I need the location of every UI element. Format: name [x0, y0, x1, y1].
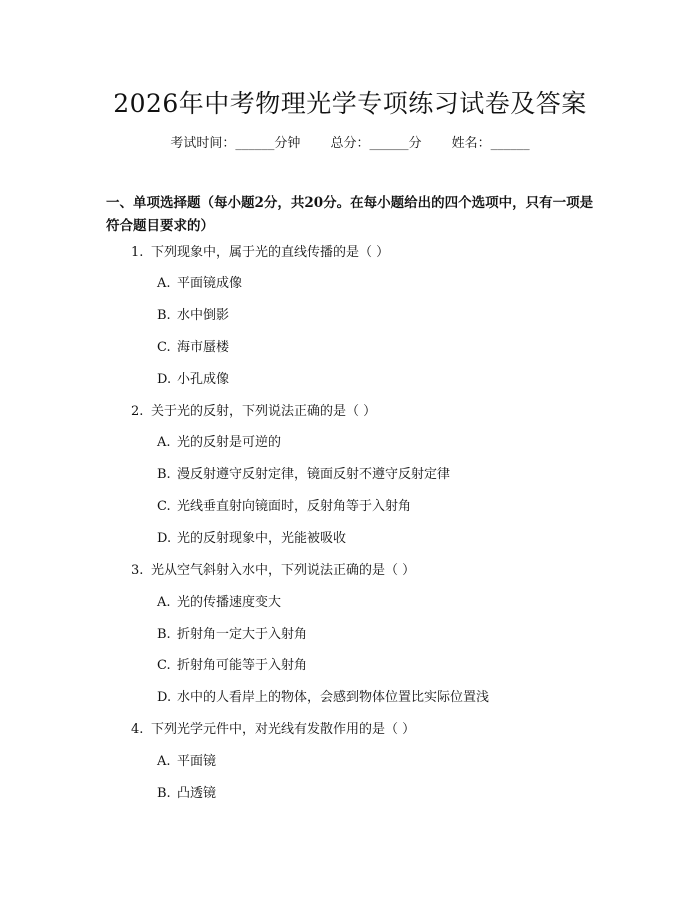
option-text: 水中倒影: [177, 308, 230, 323]
option-letter: C.: [157, 340, 171, 355]
option-letter: B.: [157, 467, 171, 482]
question-number: 2.: [131, 404, 144, 419]
option-4b: [157, 785, 216, 803]
option-letter: A.: [157, 276, 171, 291]
option-letter: B.: [157, 627, 171, 642]
option-letter: B.: [157, 786, 171, 801]
option-text: 漫反射遵守反射定律，镜面反射不遵守反射定律: [177, 467, 451, 482]
question-number: 3.: [131, 563, 144, 578]
question-2: [131, 403, 376, 421]
question-4: [131, 721, 415, 739]
option-text: 平面镜: [177, 754, 217, 769]
option-letter: A.: [157, 595, 171, 610]
option-3b: [157, 626, 307, 644]
option-3d: [157, 689, 489, 707]
option-letter: C.: [157, 499, 171, 514]
total-score-field: 总分：______分: [330, 136, 422, 151]
option-letter: D.: [157, 531, 172, 546]
option-1c: [157, 339, 229, 357]
question-text: 下列光学元件中，对光线有发散作用的是（ ）: [151, 722, 416, 737]
option-text: 水中的人看岸上的物体，会感到物体位置比实际位置浅: [177, 690, 490, 705]
option-2b: [157, 466, 450, 484]
option-text: 海市蜃楼: [177, 340, 230, 355]
option-letter: A.: [157, 754, 171, 769]
page-title: 2026年中考物理光学专项练习试卷及答案: [113, 89, 587, 118]
exam-info: [0, 132, 700, 151]
option-2d: [157, 530, 346, 548]
option-3c: [157, 657, 307, 675]
question-3: [131, 562, 415, 580]
option-text: 光线垂直射向镜面时，反射角等于入射角: [177, 499, 412, 514]
option-3a: [157, 594, 281, 612]
option-1a: [157, 275, 242, 293]
option-text: 平面镜成像: [177, 276, 243, 291]
question-1: [131, 244, 389, 262]
question-number: 1.: [131, 245, 144, 260]
option-4a: [157, 753, 216, 771]
name-field: 姓名：______: [451, 136, 530, 151]
option-text: 光的反射现象中，光能被吸收: [177, 531, 347, 546]
option-text: 小孔成像: [177, 372, 230, 387]
option-text: 光的反射是可逆的: [177, 435, 282, 450]
section-heading: 一、单项选择题（每小题2分，共20分。在每小题给出的四个选项中，只有一项是符合题目要求的）: [106, 195, 594, 234]
option-text: 折射角可能等于入射角: [177, 658, 308, 673]
option-letter: B.: [157, 308, 171, 323]
option-text: 光的传播速度变大: [177, 595, 282, 610]
option-letter: D.: [157, 372, 172, 387]
question-number: 4.: [131, 722, 144, 737]
option-text: 凸透镜: [177, 786, 217, 801]
option-text: 折射角一定大于入射角: [177, 627, 308, 642]
option-letter: A.: [157, 435, 171, 450]
question-text: 光从空气斜射入水中，下列说法正确的是（ ）: [151, 563, 416, 578]
question-text: 下列现象中，属于光的直线传播的是（ ）: [151, 245, 390, 260]
option-1d: [157, 371, 229, 389]
exam-time-field: 考试时间：______分钟: [170, 136, 301, 151]
option-letter: C.: [157, 658, 171, 673]
option-2a: [157, 434, 281, 452]
option-letter: D.: [157, 690, 172, 705]
option-1b: [157, 307, 229, 325]
question-text: 关于光的反射，下列说法正确的是（ ）: [151, 404, 377, 419]
option-2c: [157, 498, 411, 516]
